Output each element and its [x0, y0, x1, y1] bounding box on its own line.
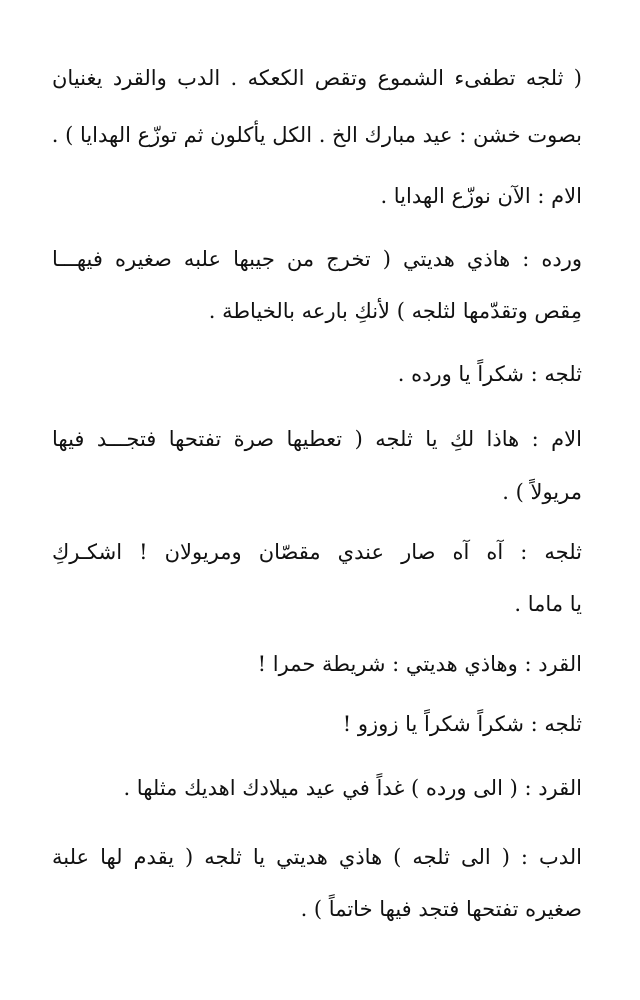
paragraph-3-line-1: ورده : هاذي هديتي ( تخرج من جيبها علبه صغيره فيهـــا — [52, 247, 582, 271]
paragraph-9-line-1: القرد : ( الى ورده ) غداً في عيد ميلادك اهديك مثلها . — [123, 776, 582, 800]
paragraph-2-line-1: الام : الآن نوزّع الهدايا . — [380, 184, 582, 208]
paragraph-8-line-1: ثلجه : شكراً شكراً يا زوزو ! — [342, 712, 582, 736]
paragraph-10-line-2: صغيره تفتحها فتجد فيها خاتماً ) . — [300, 897, 582, 921]
paragraph-7-line-1: القرد : وهاذي هديتي : شريطة حمرا ! — [257, 652, 582, 676]
paragraph-10-line-1: الدب : ( الى ثلجه ) هاذي هديتي يا ثلجه ( يقدم لها علبة — [52, 845, 582, 869]
paragraph-5-line-1: الام : هاذا لكِ يا ثلجه ( تعطيها صرة تفتحها فتجـــد فيها — [52, 427, 582, 451]
paragraph-1-line-1: ( ثلجه تطفىء الشموع وتقص الكعكه . الدب والقرد يغنيان — [52, 66, 582, 90]
paragraph-4-line-1: ثلجه : شكراً يا ورده . — [397, 362, 582, 386]
paragraph-1-line-2: بصوت خشن : عيد مبارك الخ . الكل يأكلون ثم توزّع الهدايا ) . — [51, 123, 582, 147]
paragraph-6-line-2: يا ماما . — [514, 592, 582, 616]
paragraph-3-line-2: مِقص وتقدّمها لثلجه ) لأنكِ بارعه بالخياطة . — [208, 299, 582, 323]
paragraph-6-line-1: ثلجه : آه آه صار عندي مقصّان ومريولان ! اشكـركِ — [52, 540, 582, 564]
paragraph-5-line-2: مريولاً ) . — [502, 480, 582, 504]
